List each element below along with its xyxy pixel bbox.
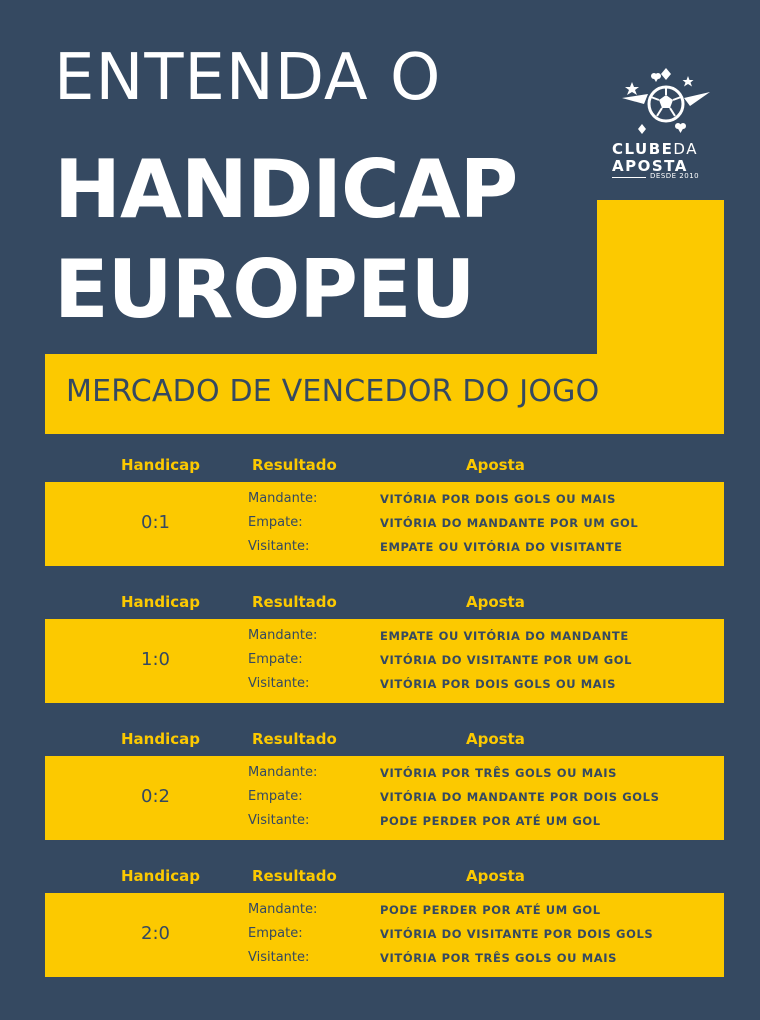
subtitle: MERCADO DE VENCEDOR DO JOGO [66, 374, 600, 409]
result-row [45, 950, 724, 970]
result-label: Visitante: [248, 813, 310, 828]
bet-description: VITÓRIA POR DOIS GOLS OU MAIS [380, 677, 617, 691]
bet-description: VITÓRIA DO VISITANTE POR DOIS GOLS [380, 927, 654, 941]
header-handicap: Handicap [121, 730, 200, 748]
logo-word-aposta: APOSTA [612, 157, 688, 175]
header-resultado: Resultado [252, 456, 337, 474]
result-label: Empate: [248, 515, 303, 530]
brand-logo [604, 68, 728, 188]
handicap-value: 0:2 [141, 786, 170, 807]
table-header [0, 867, 760, 891]
result-row [45, 652, 724, 672]
header-resultado: Resultado [252, 867, 337, 885]
result-label: Empate: [248, 789, 303, 804]
result-label: Mandante: [248, 628, 318, 643]
result-row [45, 926, 724, 946]
result-label: Empate: [248, 926, 303, 941]
soccer-ball-logo-icon [618, 68, 714, 136]
handicap-block [45, 482, 724, 566]
result-label: Mandante: [248, 491, 318, 506]
handicap-block [45, 756, 724, 840]
header-aposta: Aposta [466, 593, 525, 611]
bet-description: VITÓRIA DO MANDANTE POR DOIS GOLS [380, 790, 660, 804]
header-resultado: Resultado [252, 593, 337, 611]
result-label: Mandante: [248, 765, 318, 780]
table-header [0, 593, 760, 617]
logo-since: DESDE 2010 [650, 172, 700, 180]
bet-description: EMPATE OU VITÓRIA DO MANDANTE [380, 629, 629, 643]
handicap-block [45, 893, 724, 977]
bet-description: VITÓRIA DO VISITANTE POR UM GOL [380, 653, 633, 667]
handicap-value: 2:0 [141, 923, 170, 944]
logo-divider [612, 177, 646, 178]
header-aposta: Aposta [466, 456, 525, 474]
result-label: Visitante: [248, 950, 310, 965]
table-header [0, 456, 760, 480]
handicap-block [45, 619, 724, 703]
title-line-1: ENTENDA O [54, 41, 442, 115]
bet-description: VITÓRIA DO MANDANTE POR UM GOL [380, 516, 639, 530]
result-row [45, 539, 724, 559]
bet-description: PODE PERDER POR ATÉ UM GOL [380, 814, 601, 828]
result-row [45, 515, 724, 535]
result-label: Visitante: [248, 676, 310, 691]
logo-word-clube-da: CLUBEDA [612, 140, 698, 158]
header-handicap: Handicap [121, 456, 200, 474]
result-row [45, 813, 724, 833]
bet-description: VITÓRIA POR TRÊS GOLS OU MAIS [380, 951, 617, 965]
table-header [0, 730, 760, 754]
title-line-2: HANDICAP [54, 143, 518, 236]
header-handicap: Handicap [121, 867, 200, 885]
header-handicap: Handicap [121, 593, 200, 611]
result-row [45, 628, 724, 648]
bet-description: PODE PERDER POR ATÉ UM GOL [380, 903, 601, 917]
result-row [45, 491, 724, 511]
bet-description: VITÓRIA POR TRÊS GOLS OU MAIS [380, 766, 617, 780]
bet-description: VITÓRIA POR DOIS GOLS OU MAIS [380, 492, 617, 506]
header-aposta: Aposta [466, 730, 525, 748]
result-row [45, 789, 724, 809]
result-label: Mandante: [248, 902, 318, 917]
result-row [45, 676, 724, 696]
yellow-accent-vertical [597, 200, 724, 360]
result-row [45, 765, 724, 785]
title-line-3: EUROPEU [54, 243, 475, 336]
handicap-value: 1:0 [141, 649, 170, 670]
result-label: Empate: [248, 652, 303, 667]
result-row [45, 902, 724, 922]
header-aposta: Aposta [466, 867, 525, 885]
result-label: Visitante: [248, 539, 310, 554]
header-resultado: Resultado [252, 730, 337, 748]
handicap-value: 0:1 [141, 512, 170, 533]
bet-description: EMPATE OU VITÓRIA DO VISITANTE [380, 540, 623, 554]
